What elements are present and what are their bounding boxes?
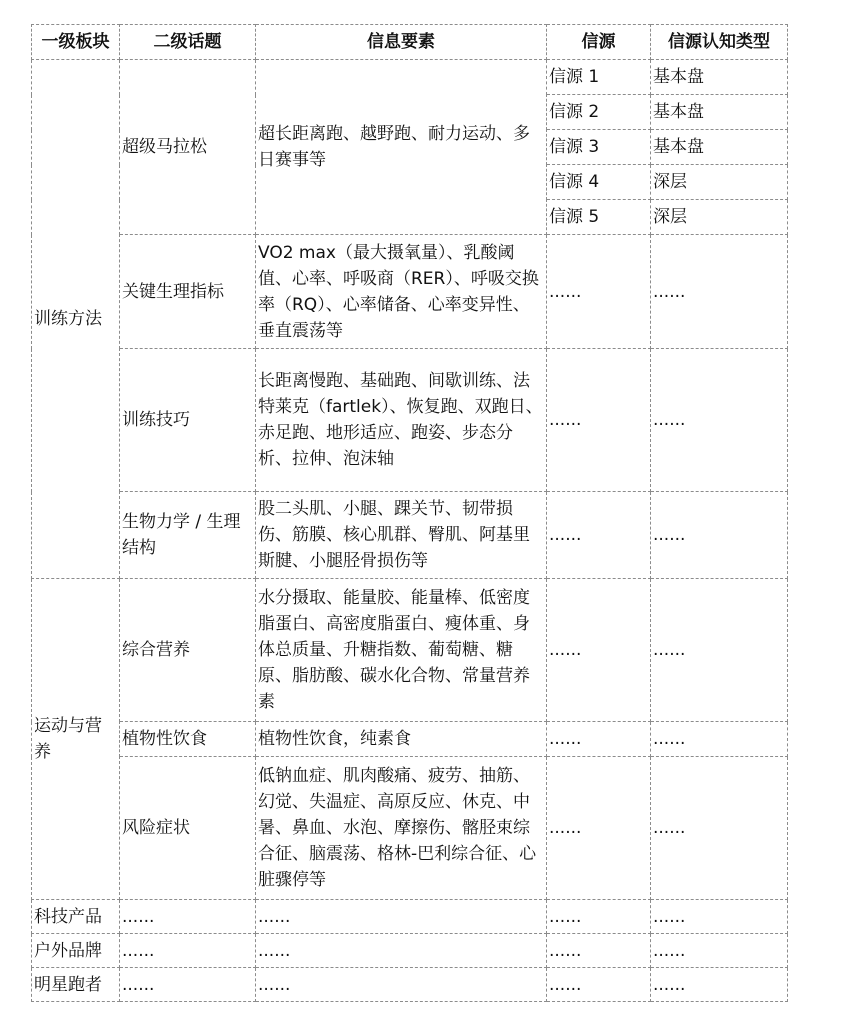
elements-cell: 股二头肌、小腿、踝关节、韧带损伤、筋膜、核心肌群、臀肌、阿基里斯腱、小腿胫骨损伤等 xyxy=(256,492,547,579)
header-row xyxy=(32,25,788,60)
elements-cell: 长距离慢跑、基础跑、间歇训练、法特莱克（fartlek）、恢复跑、双跑日、赤足跑、地形适应、跑姿、步态分析、拉伸、泡沫轴 xyxy=(256,349,547,492)
source-type-cell: ...... xyxy=(651,579,788,722)
topic-cell: ...... xyxy=(120,968,256,1002)
source-type-cell: 深层 xyxy=(651,200,788,235)
header-cell-level2: 二级话题 xyxy=(120,25,256,60)
source-cell: 信源 4 xyxy=(547,165,651,200)
table-row xyxy=(32,492,788,579)
elements-cell: ...... xyxy=(256,934,547,968)
section-cell-nutrition: 运动与营养 xyxy=(32,579,120,900)
section-cell-tech: 科技产品 xyxy=(32,900,120,934)
source-cell: ...... xyxy=(547,235,651,349)
source-cell: ...... xyxy=(547,722,651,757)
source-cell: ...... xyxy=(547,579,651,722)
source-cell: 信源 1 xyxy=(547,60,651,95)
table-row xyxy=(32,722,788,757)
section-cell-stars: 明星跑者 xyxy=(32,968,120,1002)
topic-cell: 关键生理指标 xyxy=(120,235,256,349)
section-cell-outdoor: 户外品牌 xyxy=(32,934,120,968)
source-type-cell: ...... xyxy=(651,235,788,349)
elements-cell: VO2 max（最大摄氧量）、乳酸阈值、心率、呼吸商（RER）、呼吸交换率（RQ）、心率储备、心率变异性、垂直震荡等 xyxy=(256,235,547,349)
table-row xyxy=(32,900,788,934)
source-type-cell: ...... xyxy=(651,968,788,1002)
table-row xyxy=(32,579,788,722)
elements-cell: 超长距离跑、越野跑、耐力运动、多日赛事等 xyxy=(256,60,547,235)
topic-cell: 风险症状 xyxy=(120,757,256,900)
source-cell: ...... xyxy=(547,492,651,579)
header-cell-source-type: 信源认知类型 xyxy=(651,25,788,60)
topic-cell: 生物力学 / 生理结构 xyxy=(120,492,256,579)
table-row xyxy=(32,968,788,1002)
topic-cell: 训练技巧 xyxy=(120,349,256,492)
topic-table xyxy=(31,24,788,1002)
topic-cell: 植物性饮食 xyxy=(120,722,256,757)
section-cell-training: 训练方法 xyxy=(32,60,120,579)
table-row xyxy=(32,235,788,349)
source-type-cell: ...... xyxy=(651,722,788,757)
source-type-cell: 基本盘 xyxy=(651,95,788,130)
topic-cell: ...... xyxy=(120,900,256,934)
topic-cell: ...... xyxy=(120,934,256,968)
source-cell: 信源 2 xyxy=(547,95,651,130)
topic-cell: 超级马拉松 xyxy=(120,60,256,235)
elements-cell: ...... xyxy=(256,968,547,1002)
table-row xyxy=(32,757,788,900)
elements-cell: 植物性饮食，纯素食 xyxy=(256,722,547,757)
table-row xyxy=(32,60,788,95)
source-type-cell: ...... xyxy=(651,492,788,579)
source-cell: 信源 3 xyxy=(547,130,651,165)
table-row xyxy=(32,934,788,968)
source-type-cell: 基本盘 xyxy=(651,60,788,95)
source-type-cell: 深层 xyxy=(651,165,788,200)
header-cell-level1: 一级板块 xyxy=(32,25,120,60)
source-cell: ...... xyxy=(547,900,651,934)
source-type-cell: ...... xyxy=(651,349,788,492)
table-row xyxy=(32,349,788,492)
elements-cell: ...... xyxy=(256,900,547,934)
source-type-cell: ...... xyxy=(651,900,788,934)
elements-cell: 水分摄取、能量胶、能量棒、低密度脂蛋白、高密度脂蛋白、瘦体重、身体总质量、升糖指数、葡萄糖、糖原、脂肪酸、碳水化合物、常量营养素 xyxy=(256,579,547,722)
source-cell: ...... xyxy=(547,757,651,900)
header-cell-elements: 信息要素 xyxy=(256,25,547,60)
source-type-cell: ...... xyxy=(651,934,788,968)
header-cell-source: 信源 xyxy=(547,25,651,60)
elements-cell: 低钠血症、肌肉酸痛、疲劳、抽筋、幻觉、失温症、高原反应、休克、中暑、鼻血、水泡、摩擦伤、髂胫束综合征、脑震荡、格林-巴利综合征、心脏骤停等 xyxy=(256,757,547,900)
source-cell: ...... xyxy=(547,934,651,968)
topic-cell: 综合营养 xyxy=(120,579,256,722)
source-cell: 信源 5 xyxy=(547,200,651,235)
source-type-cell: 基本盘 xyxy=(651,130,788,165)
source-cell: ...... xyxy=(547,968,651,1002)
source-type-cell: ...... xyxy=(651,757,788,900)
source-cell: ...... xyxy=(547,349,651,492)
